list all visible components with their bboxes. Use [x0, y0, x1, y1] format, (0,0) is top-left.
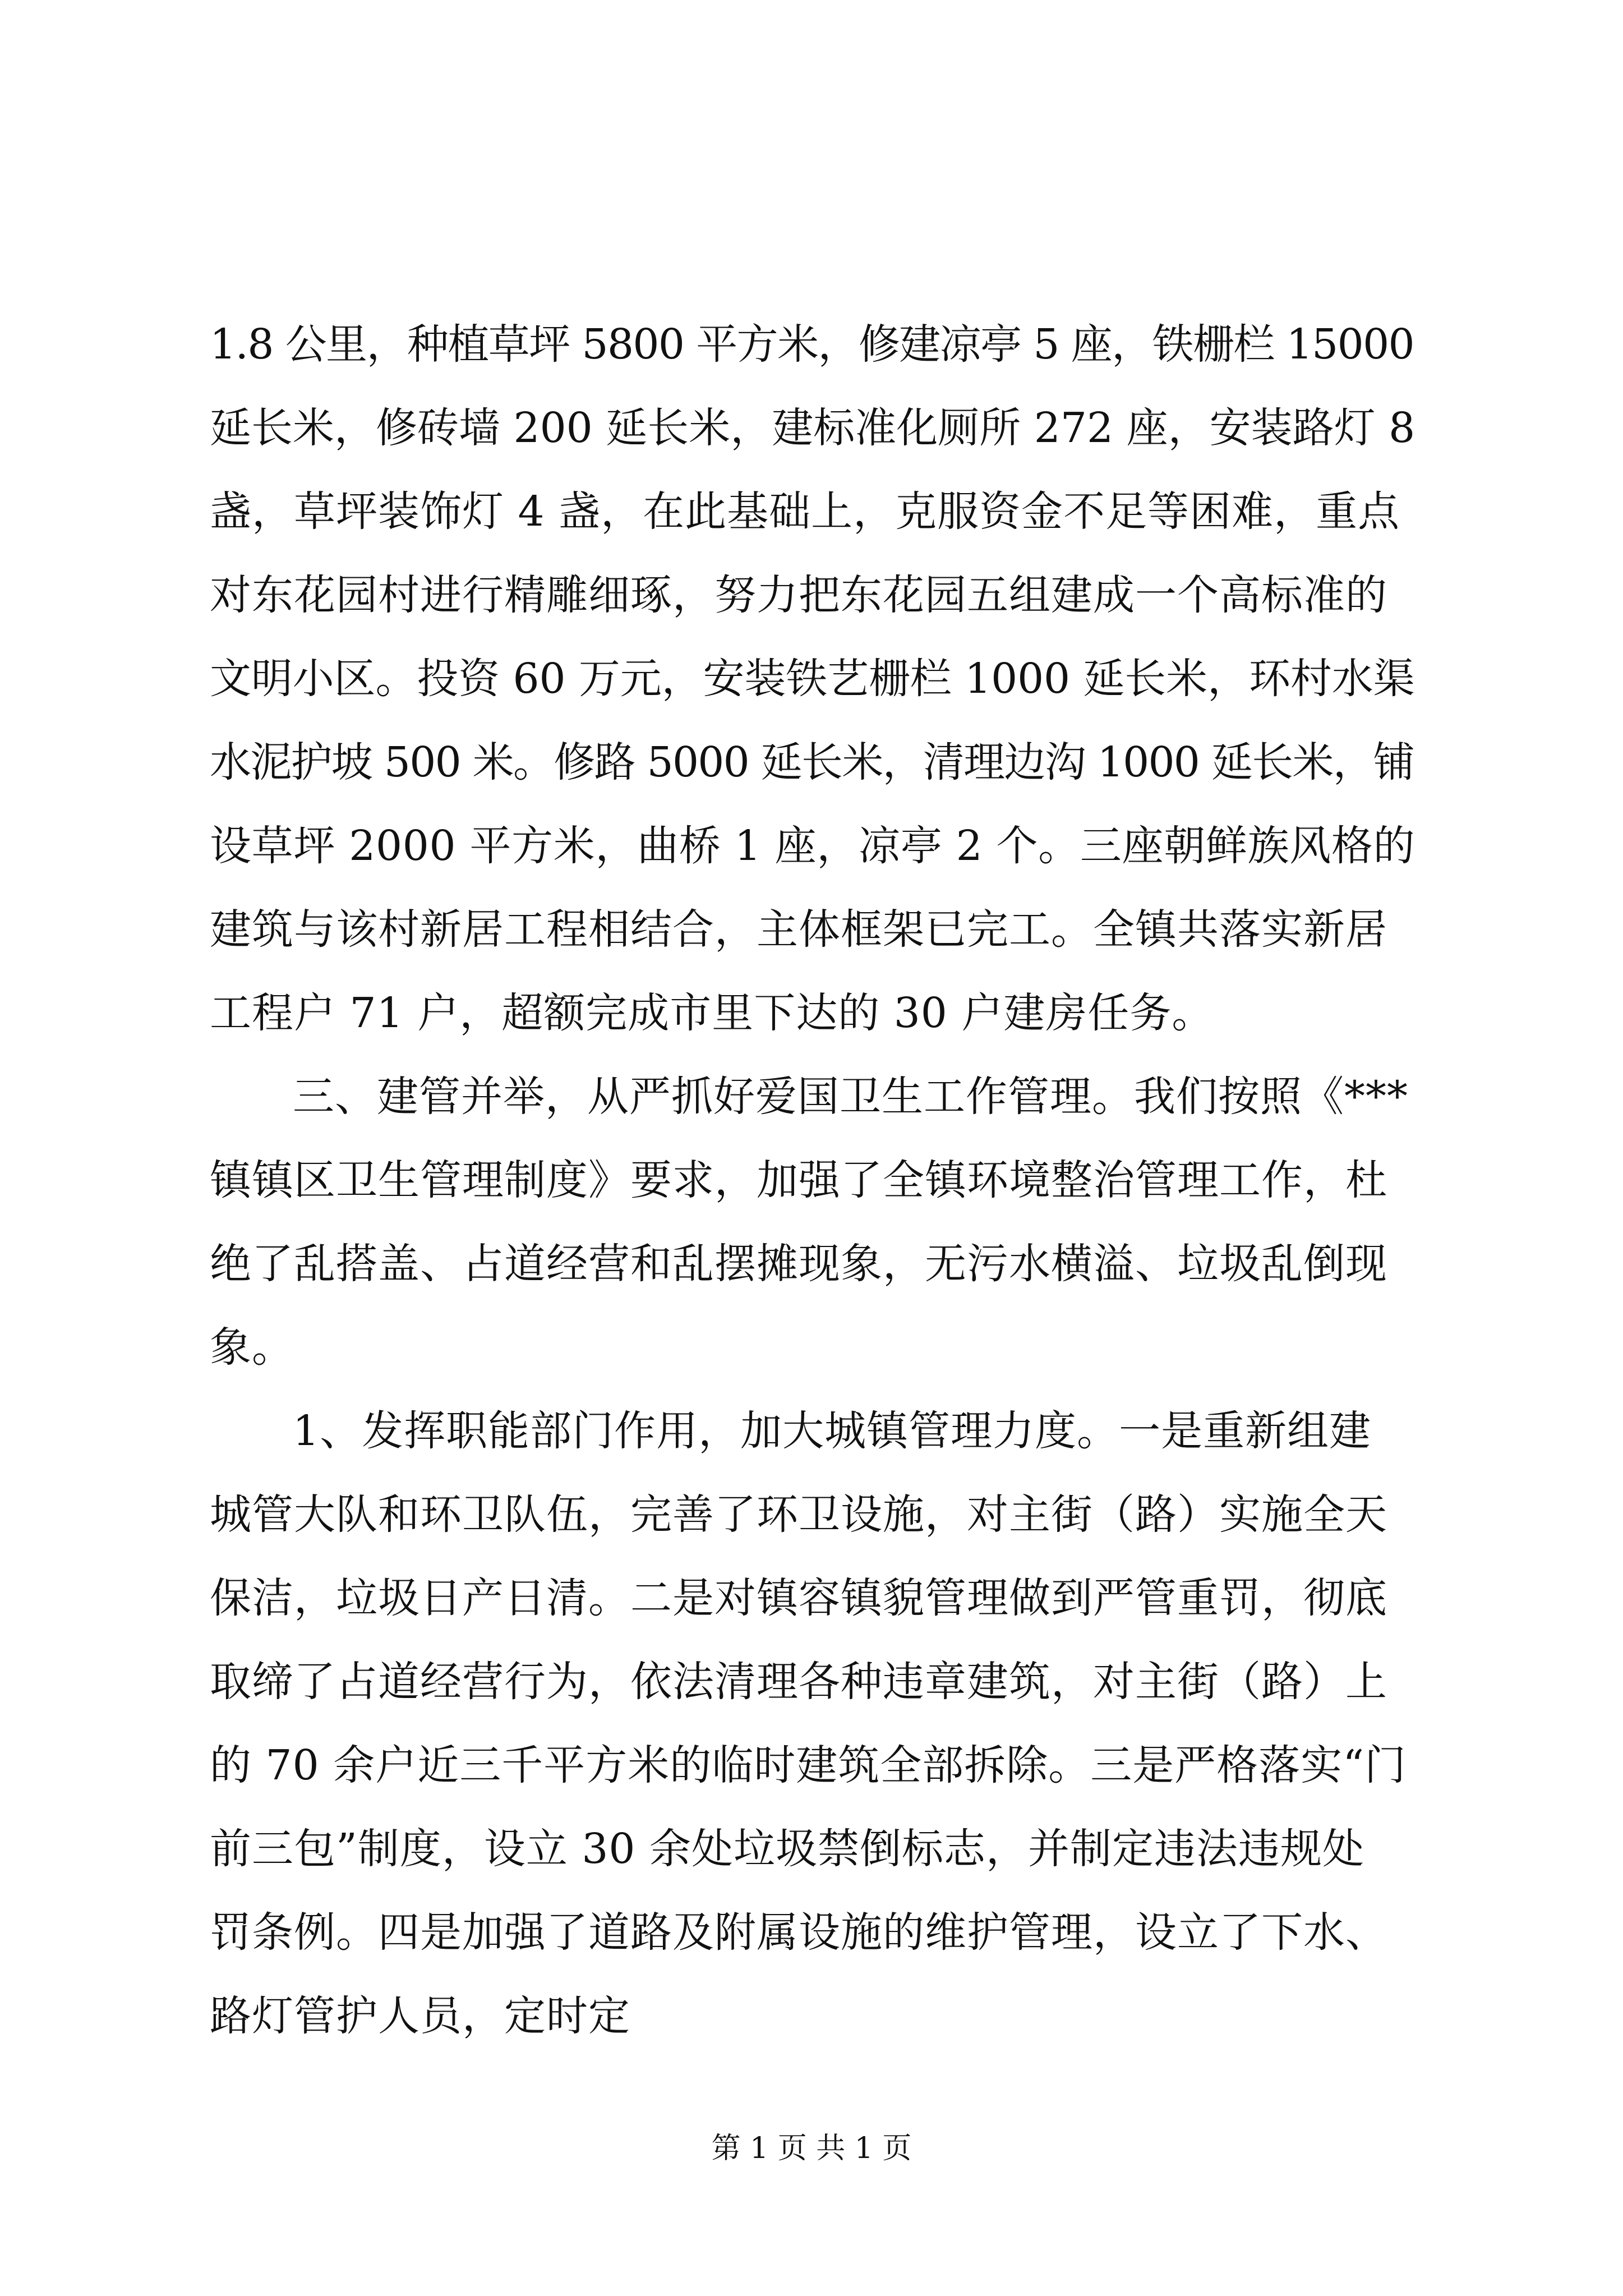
text-line: 象。: [210, 1323, 294, 1372]
text-line: 的 70 余户近三千平方米的临时建筑全部拆除。三是严格落实“门: [210, 1741, 1407, 1789]
text-line: 1.8 公里，种植草坪 5800 平方米，修建凉亭 5 座，铁栅栏 15000: [210, 320, 1414, 369]
text-line: 镇镇区卫生管理制度》要求，加强了全镇环境整治管理工作，杜: [210, 1156, 1387, 1204]
text-line: 延长米，修砖墙 200 延长米，建标准化厕所 272 座，安装路灯 8: [210, 404, 1415, 452]
page-footer: 第 1 页 共 1 页: [711, 2132, 912, 2165]
text-line: 绝了乱搭盖、占道经营和乱摆摊现象，无污水横溢、垃圾乱倒现: [210, 1240, 1387, 1288]
text-line: 水泥护坡 500 米。修路 5000 延长米，清理边沟 1000 延长米，铺: [210, 738, 1414, 786]
text-line: 三、建管并举，从严抓好爱国卫生工作管理。我们按照《***: [293, 1073, 1408, 1121]
text-line: 罚条例。四是加强了道路及附属设施的维护管理，设立了下水、: [210, 1908, 1387, 1957]
text-line: 盏，草坪装饰灯 4 盏，在此基础上，克服资金不足等困难，重点: [210, 487, 1400, 536]
document-body: [210, 303, 1415, 2058]
text-line: 路灯管护人员，定时定: [210, 1992, 630, 2040]
text-line: 工程户 71 户，超额完成市里下达的 30 户建房任务。: [210, 989, 1214, 1037]
text-line: 城管大队和环卫队伍，完善了环卫设施，对主街（路）实施全天: [210, 1490, 1387, 1539]
text-line: 1、发挥职能部门作用，加大城镇管理力度。一是重新组建: [293, 1407, 1372, 1455]
text-line: 文明小区。投资 60 万元，安装铁艺栅栏 1000 延长米，环村水渠: [210, 655, 1415, 703]
text-line: 对东花园村进行精雕细琢，努力把东花园五组建成一个高标准的: [210, 571, 1387, 619]
text-line: 前三包”制度，设立 30 余处垃圾禁倒标志，并制定违法违规处: [210, 1825, 1365, 1873]
text-line: 设草坪 2000 平方米，曲桥 1 座，凉亭 2 个。三座朝鲜族风格的: [210, 822, 1415, 870]
text-line: 取缔了占道经营行为，依法清理各种违章建筑，对主街（路）上: [210, 1658, 1387, 1706]
text-line: 建筑与该村新居工程相结合，主体框架已完工。全镇共落实新居: [210, 905, 1387, 954]
text-line: 保洁，垃圾日产日清。二是对镇容镇貌管理做到严管重罚，彻底: [210, 1574, 1387, 1622]
